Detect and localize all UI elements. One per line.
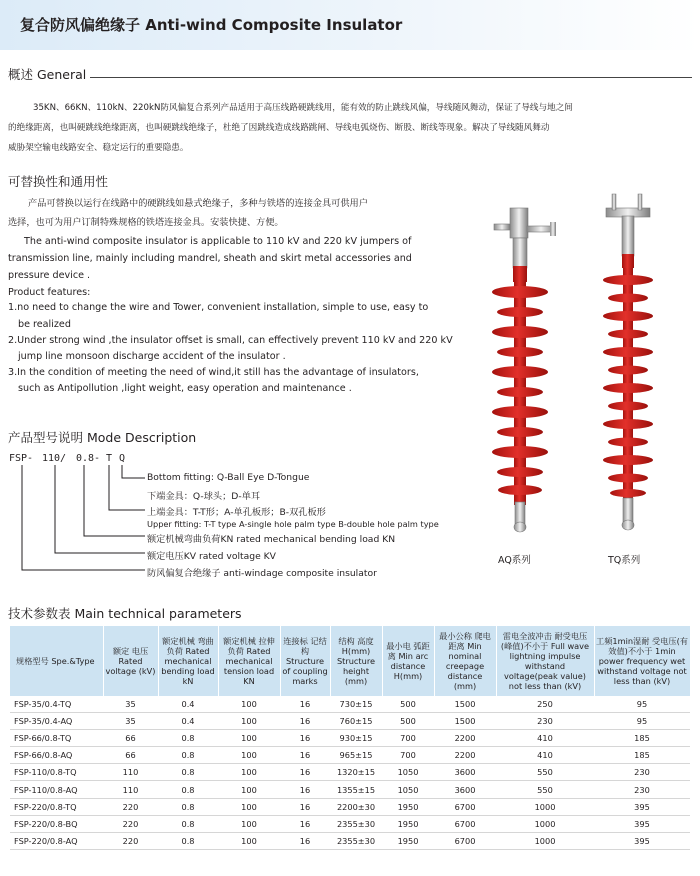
table-cell: 2200 [434,730,496,747]
table-cell: 16 [280,798,330,815]
mode-code-voltage: 110/ [42,453,67,464]
table-cell: 1000 [496,815,594,832]
mode-heading: 产品型号说明 Mode Description [8,430,197,445]
table-cell: 16 [280,764,330,781]
table-cell: 0.8 [158,747,218,764]
compat-en-line: transmission line, mainly including mandrel, sheath and skirt metal accessories and [8,253,412,264]
title-band [0,0,700,50]
table-cell: 700 [382,730,434,747]
table-cell: 185 [594,730,690,747]
table-cell: 6700 [434,798,496,815]
table-cell: 2355±30 [330,815,382,832]
params-heading: 技术参数表 Main technical parameters [8,606,242,621]
table-cell: 230 [496,713,594,730]
table-cell: FSP-35/0.4-AQ [10,713,103,730]
table-cell: 500 [382,713,434,730]
feature-item: 2.Under strong wind ,the insulator offset is small, can effectively prevent 110 kV and 220 kV [8,335,453,346]
table-cell: 95 [594,696,690,713]
table-cell: 1000 [496,832,594,849]
aq-series-label: AQ系列 [498,555,531,566]
tq-series-label: TQ系列 [608,555,641,566]
table-cell: 965±15 [330,747,382,764]
table-cell: 410 [496,730,594,747]
table-cell: 2200 [434,747,496,764]
table-cell: 0.8 [158,815,218,832]
table-cell: 1355±15 [330,781,382,798]
table-cell: 220 [103,832,158,849]
mode-bracket-lines [0,440,160,580]
mode-code-upper: T [106,453,113,464]
table-cell: 100 [218,764,280,781]
table-row [10,730,690,747]
table-cell: 16 [280,730,330,747]
table-cell: 0.8 [158,730,218,747]
table-row [10,832,690,849]
mode-desc-product: 防风偏复合绝缘子 anti-windage composite insulator [147,568,377,579]
table-cell: 1050 [382,781,434,798]
overview-line-2: 的绝缘距离，也叫硬跳线绝缘距离，也叫硬跳线绝缘子，杜绝了因跳线造成线路跳闸、导线电弧烧伤、断股、断线等现象。解决了导线随风舞动 [8,123,550,133]
table-cell: FSP-66/0.8-AQ [10,747,103,764]
compat-en-line: pressure device . [8,270,91,281]
compat-en-line: The anti-wind composite insulator is applicable to 110 kV and 220 kV jumpers of [24,236,412,247]
table-cell: 16 [280,713,330,730]
table-cell: 410 [496,747,594,764]
table-cell: 100 [218,815,280,832]
table-cell: 0.8 [158,832,218,849]
table-cell: 1500 [434,696,496,713]
compat-heading: 可替换性和通用性 [8,174,109,189]
overview-line-1: 35KN、66KN、110kN、220kN防风偏复合系列产品适用于高压线路硬跳线用，能有效的防止跳线风偏，导线随风舞动，保证了导线与地之间 [33,103,573,113]
table-cell: 35 [103,696,158,713]
product-features-heading: Product features: [8,287,91,298]
page-title: 复合防风偏绝缘子 Anti-wind Composite Insulator [20,16,403,34]
table-cell: 395 [594,832,690,849]
col-header: 最小电 弧距离 Min arc distance H(mm) [382,626,434,696]
col-header: 规格型号 Spe.&Type [10,626,103,696]
table-cell: 230 [594,764,690,781]
table-cell: 185 [594,747,690,764]
overview-rule [90,77,692,78]
col-header: 工频1min湿耐 受电压(有效值)不小于 1min power frequency wet withstand voltage not less than (kV) [594,626,690,696]
feature-item: such as Antipollution ,light weight, easy operation and maintenance . [18,383,352,394]
table-cell: FSP-110/0.8-AQ [10,781,103,798]
col-header: 雷电全波冲击 耐受电压(峰值)不小于 Full wave lightning impulse withstand voltage(peak value) not less than (kV) [496,626,594,696]
table-cell: 1950 [382,832,434,849]
mode-code-bottom: Q [119,453,126,464]
aq-insulator-illustration [480,200,570,545]
table-row [10,815,690,832]
mode-desc-load: 额定机械弯曲负荷KN rated mechanical bending load KN [147,534,396,545]
table-cell: 16 [280,747,330,764]
table-cell: 1500 [434,713,496,730]
tq-insulator-illustration [592,190,672,542]
table-cell: 220 [103,798,158,815]
mode-desc-bottom-en: Bottom fitting: Q-Ball Eye D-Tongue [147,472,310,483]
col-header: 额定机械 拉伸负荷 Rated mechanical tension load KN [218,626,280,696]
table-cell: FSP-110/0.8-TQ [10,764,103,781]
table-cell: FSP-66/0.8-TQ [10,730,103,747]
table-cell: 110 [103,764,158,781]
compat-cn-line-2: 选择，也可为用户订制特殊规格的铁塔连接金具。安装快捷、方便。 [8,217,284,228]
table-cell: 110 [103,781,158,798]
table-cell: 100 [218,730,280,747]
table-cell: 2200±30 [330,798,382,815]
table-row [10,696,690,713]
mode-desc-upper-en: Upper fitting: T-T type A-single hole palm type B-double hole palm type [147,519,439,529]
table-cell: 16 [280,696,330,713]
table-cell: FSP-35/0.4-TQ [10,696,103,713]
table-cell: 35 [103,713,158,730]
table-cell: 16 [280,781,330,798]
table-row [10,764,690,781]
table-row [10,747,690,764]
table-cell: FSP-220/0.8-TQ [10,798,103,815]
table-cell: 2355±30 [330,832,382,849]
table-cell: 395 [594,798,690,815]
table-cell: 1950 [382,798,434,815]
params-body [10,696,690,849]
col-header: 最小公称 爬电距离 Min nominal creepage distance (mm) [434,626,496,696]
table-cell: 220 [103,815,158,832]
table-cell: 100 [218,713,280,730]
table-cell: 0.4 [158,696,218,713]
table-cell: 500 [382,696,434,713]
feature-item: jump line monsoon discharge accident of the insulator . [18,351,286,362]
col-header: 额定 电压 Rated voltage (kV) [103,626,158,696]
params-header-row [10,626,690,696]
table-cell: 100 [218,832,280,849]
table-cell: 730±15 [330,696,382,713]
table-cell: 66 [103,730,158,747]
table-cell: 760±15 [330,713,382,730]
table-cell: 1950 [382,815,434,832]
col-header: 结构 高度 H(mm) Structure height (mm) [330,626,382,696]
table-cell: 550 [496,781,594,798]
table-cell: FSP-220/0.8-BQ [10,815,103,832]
table-cell: 16 [280,832,330,849]
table-cell: 0.8 [158,798,218,815]
table-cell: 930±15 [330,730,382,747]
table-cell: 550 [496,764,594,781]
table-cell: 95 [594,713,690,730]
col-header: 额定机械 弯曲负荷 Rated mechanical bending load kN [158,626,218,696]
overview-heading: 概述 General [8,67,87,82]
table-cell: 100 [218,696,280,713]
table-cell: 250 [496,696,594,713]
mode-desc-bottom-cn: 下端金具：Q-球头；D-单耳 [147,491,261,502]
table-cell: 1320±15 [330,764,382,781]
table-cell: 100 [218,747,280,764]
table-cell: 0.8 [158,781,218,798]
params-table [10,626,691,850]
mode-code-load: 0.8- [76,453,101,464]
table-row [10,781,690,798]
overview-line-3: 威胁架空输电线路安全、稳定运行的重要隐患。 [8,143,189,153]
table-cell: 16 [280,815,330,832]
feature-item: 1.no need to change the wire and Tower, convenient installation, simple to use, easy to [8,302,429,313]
mode-desc-upper-cn: 上端金具：T-T形；A-单孔板形；B-双孔板形 [147,507,326,518]
feature-item: 3.In the condition of meeting the need of wind,it still has the advantage of insulators, [8,367,419,378]
table-cell: 1050 [382,764,434,781]
mode-desc-voltage: 额定电压KV rated voltage KV [147,551,276,562]
table-cell: 100 [218,781,280,798]
table-cell: 0.4 [158,713,218,730]
mode-code-fsp: FSP- [9,453,34,464]
table-cell: 1000 [496,798,594,815]
table-cell: FSP-220/0.8-AQ [10,832,103,849]
table-row [10,798,690,815]
col-header: 连接标 记结构 Structure of coupling marks [280,626,330,696]
table-cell: 0.8 [158,764,218,781]
table-cell: 230 [594,781,690,798]
compat-cn-line-1: 产品可替换以运行在线路中的硬跳线如悬式绝缘子，多种与铁塔的连接金具可供用户 [28,198,368,209]
feature-item: be realized [18,319,71,330]
table-cell: 3600 [434,764,496,781]
table-cell: 6700 [434,832,496,849]
table-row [10,713,690,730]
table-cell: 3600 [434,781,496,798]
table-cell: 66 [103,747,158,764]
table-cell: 700 [382,747,434,764]
table-cell: 6700 [434,815,496,832]
table-cell: 395 [594,815,690,832]
table-cell: 100 [218,798,280,815]
